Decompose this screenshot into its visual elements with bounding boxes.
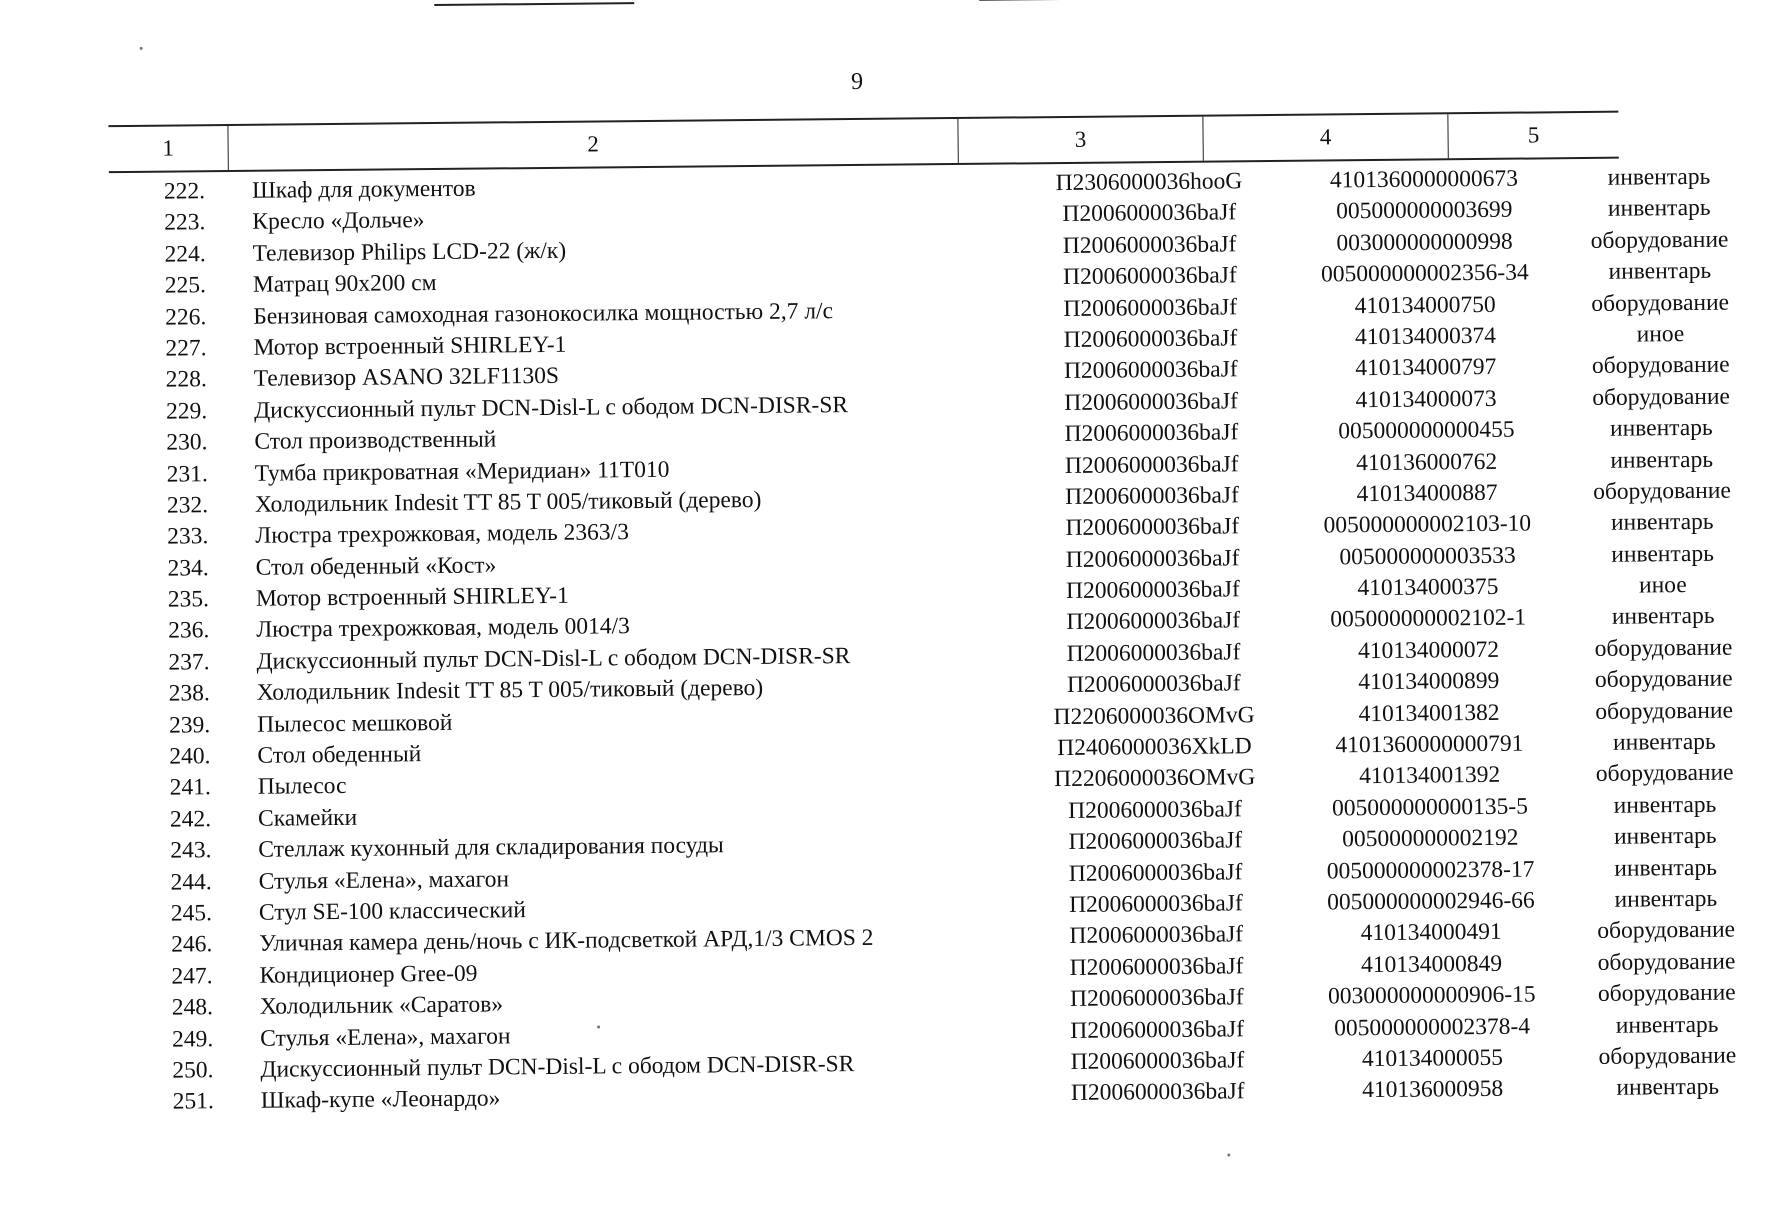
row-number: 228.: [165, 366, 207, 393]
inventory-number: 005000000000455: [1338, 416, 1515, 445]
inventory-number: 4101360000000673: [1329, 165, 1519, 194]
item-code: П2006000036baJf: [1062, 262, 1237, 291]
inventory-number: 410134000899: [1358, 668, 1500, 696]
item-name: Шкаф-купе «Леонардо»: [260, 1085, 501, 1115]
inventory-number: 410134000750: [1354, 291, 1496, 319]
item-category: инвентарь: [1611, 540, 1714, 568]
item-category: инвентарь: [1610, 446, 1714, 474]
item-category: инвентарь: [1613, 791, 1717, 819]
inventory-number: 410134000797: [1355, 354, 1497, 382]
inventory-number: 4101360000000791: [1335, 730, 1524, 759]
scan-speck: [1227, 1153, 1230, 1156]
row-number: 239.: [168, 711, 211, 739]
item-category: оборудование: [1590, 226, 1729, 254]
item-category: инвентарь: [1615, 1011, 1719, 1039]
item-code: П2006000036baJf: [1070, 1047, 1245, 1075]
item-name: Уличная камера день/ночь с ИК-подсветкой АРД,1/3 CMOS 2: [259, 925, 874, 958]
scan-speck: [140, 47, 143, 50]
row-number: 248.: [171, 994, 214, 1021]
inventory-number: 410134001392: [1359, 762, 1501, 790]
item-category: оборудование: [1595, 697, 1734, 725]
inventory-number: 005000000002103-10: [1323, 510, 1532, 539]
item-code: П2206000036OMvG: [1054, 764, 1256, 793]
item-name: Холодильник Indesit TT 85 T 005/тиковый (дерево): [254, 486, 762, 518]
item-category: оборудование: [1597, 916, 1736, 945]
row-number: 250.: [172, 1057, 214, 1084]
inventory-number: 005000000003699: [1336, 197, 1513, 225]
row-number: 226.: [165, 303, 207, 331]
item-name: Мотор встроенный SHIRLEY-1: [255, 582, 569, 612]
item-category: инвентарь: [1611, 603, 1715, 631]
row-number: 231.: [166, 460, 208, 488]
inventory-number: 410134000491: [1360, 919, 1502, 947]
inventory-number: 003000000000998: [1336, 228, 1513, 257]
item-code: П2406000036XkLD: [1057, 733, 1252, 762]
item-code: П2006000036baJf: [1065, 545, 1240, 573]
row-number: 227.: [165, 335, 207, 362]
item-name: Стул SE-100 классический: [258, 897, 526, 926]
row-number: 229.: [165, 397, 208, 425]
row-number: 234.: [167, 554, 209, 582]
item-name: Мотор встроенный SHIRLEY-1: [253, 331, 567, 361]
header-col-4: 4: [1203, 114, 1448, 160]
inventory-number: 005000000002378-4: [1334, 1013, 1531, 1041]
item-category: иное: [1636, 320, 1685, 348]
item-name: Кресло «Дольче»: [252, 207, 425, 236]
item-name: Тумба прикроватная «Меридиан» 11Т010: [254, 456, 670, 487]
item-category: инвентарь: [1610, 509, 1714, 537]
item-category: оборудование: [1598, 1042, 1737, 1070]
row-number: 237.: [168, 649, 210, 676]
row-number: 243.: [170, 837, 212, 864]
item-code: П2006000036baJf: [1065, 513, 1240, 542]
item-code: П2006000036baJf: [1066, 639, 1241, 667]
item-code: П2006000036baJf: [1064, 419, 1239, 448]
row-number: 246.: [171, 931, 213, 958]
item-name: Холодильник Indesit TT 85 T 005/тиковый (дерево): [256, 675, 764, 707]
item-code: П2006000036baJf: [1063, 293, 1238, 322]
item-name: Дискуссионный пульт DCN-Disl-L с ободом DCN-DISR-SR: [256, 642, 851, 675]
item-category: инвентарь: [1614, 885, 1718, 913]
row-number: 245.: [170, 900, 213, 927]
item-category: инвентарь: [1607, 195, 1711, 223]
item-name: Стулья «Елена», махагон: [258, 865, 510, 895]
item-name: Скамейки: [257, 804, 358, 832]
item-category: иное: [1638, 572, 1687, 599]
inventory-number: 005000000000135-5: [1331, 793, 1529, 822]
row-number: 223.: [164, 209, 206, 237]
item-name: Стеллаж кухонный для складирования посуды: [258, 832, 724, 863]
item-code: П2006000036baJf: [1069, 984, 1244, 1013]
item-code: П2006000036baJf: [1062, 199, 1237, 228]
item-name: Шкаф для документов: [251, 175, 476, 204]
item-category: оборудование: [1592, 383, 1731, 411]
item-code: П2006000036baJf: [1066, 670, 1241, 699]
inventory-number: 410134000374: [1354, 322, 1497, 351]
item-name: Люстра трехрожковая, модель 2363/3: [255, 519, 630, 550]
row-number: 224.: [164, 241, 206, 268]
row-number: 249.: [171, 1025, 214, 1053]
item-name: Пылесос: [257, 773, 347, 801]
row-number: 232.: [166, 492, 209, 519]
item-code: П2006000036baJf: [1068, 796, 1242, 824]
inventory-number: 410134000849: [1360, 950, 1503, 978]
inventory-number: 005000000002946-66: [1327, 887, 1535, 916]
top-rule-right: [979, 0, 1579, 1]
row-number: 244.: [170, 868, 212, 896]
item-category: оборудование: [1595, 760, 1734, 788]
item-code: П2006000036baJf: [1064, 388, 1239, 416]
item-category: инвентарь: [1607, 163, 1711, 191]
item-name: Дискуссионный пульт DCN-Disl-L с ободом DCN-DISR-SR: [254, 391, 849, 424]
item-category: инвентарь: [1608, 257, 1712, 285]
table-body: [109, 163, 1737, 1119]
row-number: 233.: [167, 523, 209, 550]
item-code: П2006000036baJf: [1068, 890, 1243, 918]
item-category: оборудование: [1597, 948, 1736, 976]
table-header: [108, 111, 1618, 173]
item-code: П2006000036baJf: [1065, 482, 1239, 510]
item-name: Стол обеденный: [257, 741, 422, 769]
item-category: инвентарь: [1614, 854, 1718, 882]
item-name: Пылесос мешковой: [257, 709, 453, 738]
item-name: Кондиционер Gree-09: [259, 960, 478, 989]
item-category: оборудование: [1594, 634, 1733, 662]
item-category: оборудование: [1591, 351, 1730, 380]
inventory-number: 003000000000906-15: [1327, 981, 1536, 1010]
inventory-number: 410134000887: [1356, 479, 1498, 508]
item-name: Стулья «Елена», махагон: [260, 1022, 511, 1052]
header-col-1: 1: [108, 126, 228, 171]
item-category: оборудование: [1593, 477, 1731, 505]
inventory-number: 410134000055: [1361, 1044, 1504, 1073]
inventory-number: 410134000375: [1357, 573, 1499, 602]
item-code: П2006000036baJf: [1070, 1015, 1245, 1044]
inventory-number: 410134001382: [1358, 699, 1500, 727]
row-number: 230.: [166, 429, 208, 456]
inventory-number: 410136000958: [1362, 1076, 1504, 1104]
row-number: 238.: [168, 680, 210, 707]
item-name: Холодильник «Саратов»: [259, 991, 504, 1020]
item-category: инвентарь: [1609, 414, 1713, 442]
item-name: Стол производственный: [254, 426, 497, 455]
item-code: П2206000036OMvG: [1053, 701, 1255, 730]
row-number: 251.: [172, 1088, 214, 1115]
row-number: 247.: [171, 962, 213, 990]
header-col-2: 2: [228, 119, 958, 170]
item-code: П2006000036baJf: [1064, 450, 1239, 479]
item-category: оборудование: [1597, 979, 1736, 1008]
row-number: 241.: [169, 774, 211, 802]
item-code: П2006000036baJf: [1070, 1078, 1245, 1107]
item-name: Дискуссионный пульт DCN-Disl-L с ободом DCN-DISR-SR: [260, 1050, 855, 1083]
inventory-number: 005000000003533: [1339, 542, 1516, 571]
row-number: 242.: [169, 806, 212, 833]
inventory-number: 410134000073: [1355, 385, 1497, 413]
row-number: 225.: [164, 272, 207, 299]
row-number: 222.: [163, 178, 206, 205]
item-name: Бензиновая самоходная газонокосилка мощностью 2,7 л/с: [253, 297, 834, 330]
row-number: 236.: [168, 617, 210, 645]
item-category: инвентарь: [1612, 728, 1716, 756]
item-name: Телевизор Philips LCD-22 (ж/к): [252, 237, 567, 267]
item-category: инвентарь: [1616, 1074, 1720, 1102]
item-category: оборудование: [1591, 289, 1730, 317]
header-col-5: 5: [1527, 122, 1540, 148]
item-category: инвентарь: [1613, 822, 1717, 850]
item-name: Люстра трехрожковая, модель 0014/3: [256, 613, 630, 644]
item-code: П2006000036baJf: [1066, 607, 1241, 636]
inventory-number: 005000000002378-17: [1326, 856, 1535, 885]
item-category: оборудование: [1594, 665, 1733, 694]
item-name: Телевизор ASANO 32LF1130S: [253, 363, 560, 393]
inventory-number: 410134000072: [1357, 636, 1500, 665]
item-code: П2006000036baJf: [1069, 921, 1244, 950]
item-code: П2006000036baJf: [1069, 953, 1244, 981]
item-code: П2006000036baJf: [1063, 356, 1238, 385]
item-code: П2006000036baJf: [1068, 827, 1243, 856]
inventory-number: 410136000762: [1356, 448, 1498, 476]
item-code: П2006000036baJf: [1062, 231, 1237, 259]
row-number: 240.: [169, 743, 211, 770]
scan-speck: [597, 1025, 600, 1028]
item-code: П2006000036baJf: [1068, 858, 1243, 887]
inventory-number: 005000000002192: [1342, 824, 1519, 853]
header-col-3: 3: [958, 117, 1203, 163]
inventory-number: 005000000002102-1: [1330, 605, 1527, 633]
item-name: Стол обеденный «Кост»: [255, 552, 497, 581]
item-code: П2306000036hooG: [1055, 168, 1243, 197]
row-number: 235.: [167, 586, 210, 613]
top-rule-left: [434, 2, 634, 6]
item-code: П2006000036baJf: [1063, 325, 1238, 353]
inventory-number: 005000000002356-34: [1320, 259, 1529, 288]
item-name: Матрац 90х200 см: [252, 270, 437, 298]
page-number: 9: [850, 68, 864, 96]
item-code: П2006000036baJf: [1065, 576, 1240, 605]
